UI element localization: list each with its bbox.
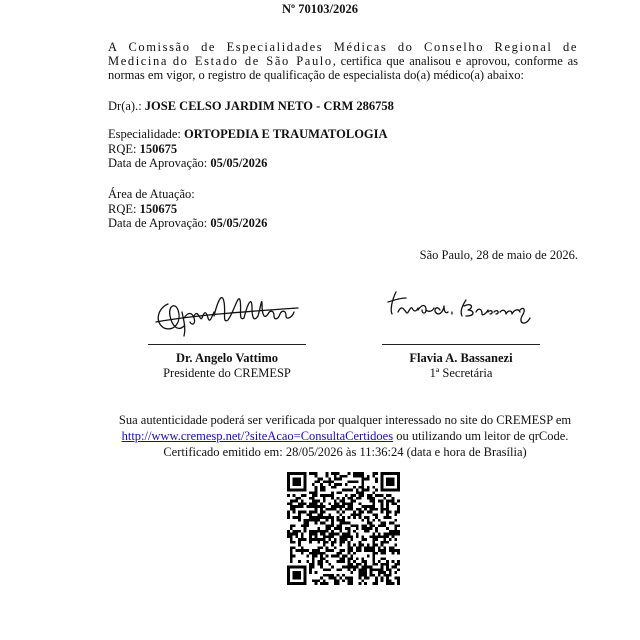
area-rqe-value: 150675 <box>139 201 178 216</box>
verification-line-3: Certificado emitido em: 28/05/2026 às 11:36:24 (data e hora de Brasília) <box>163 445 527 459</box>
signature-line-right <box>382 344 540 345</box>
place-date: São Paulo, 28 de maio de 2026. <box>419 248 578 262</box>
qr-code[interactable] <box>287 472 400 585</box>
verification-line-2: ou utilizando um leitor de qrCode. <box>393 429 569 443</box>
specialty-approval-label: Data de Aprovação: <box>108 156 211 170</box>
verification-link[interactable]: http://www.cremesp.net/?siteAcao=ConsultaCertidoes <box>121 429 394 443</box>
area-block <box>108 187 267 231</box>
doctor-line <box>108 99 394 114</box>
specialty-approval-value: 05/05/2026 <box>210 156 268 170</box>
specialty-block <box>108 127 388 171</box>
signature-vattimo <box>148 282 306 342</box>
signer-secretary <box>361 351 561 381</box>
specialty-rqe-label: RQE: <box>108 141 140 156</box>
area-rqe-label: RQE: <box>108 201 140 216</box>
intro-text-1: A Comissão de Especialidades Médicas do Conselho Regional de Medicina <box>108 40 578 68</box>
signer-president <box>127 351 327 381</box>
area-approval-value: 05/05/2026 <box>210 216 268 230</box>
signer-secretary-role: 1ª Secretária <box>429 366 493 380</box>
specialty-value: ORTOPEDIA E TRAUMATOLOGIA <box>184 127 388 141</box>
verification-line-1: Sua autenticidade poderá ser verificada por qualquer interessado no site do CREMESP em <box>118 413 572 427</box>
area-approval-label: Data de Aprovação: <box>108 216 211 230</box>
signature-line-left <box>148 344 306 345</box>
specialty-rqe-value: 150675 <box>139 141 178 156</box>
area-label: Área de Atuação: <box>108 187 195 201</box>
intro-text-2: do Estado de São Paulo <box>172 54 333 68</box>
signer-secretary-name: Flavia A. Bassanezi <box>409 351 513 365</box>
doctor-name: JOSE CELSO JARDIM NETO - CRM 286758 <box>144 99 394 113</box>
intro-text-3: , certifica que analisou e aprovou, conforme as normas em vigor, o registro de qualificação de especialista do(a) médico(a) abaixo: <box>108 54 578 82</box>
signer-president-name: Dr. Angelo Vattimo <box>176 351 278 365</box>
specialty-label: Especialidade: <box>108 127 185 141</box>
doctor-prefix: Dr(a).: <box>108 99 145 113</box>
signer-president-role: Presidente do CREMESP <box>163 366 291 380</box>
document-number: Nº 70103/2026 <box>281 2 358 16</box>
intro-paragraph <box>108 40 578 82</box>
signature-bassanezi <box>382 282 540 342</box>
verification-text <box>0 412 640 460</box>
